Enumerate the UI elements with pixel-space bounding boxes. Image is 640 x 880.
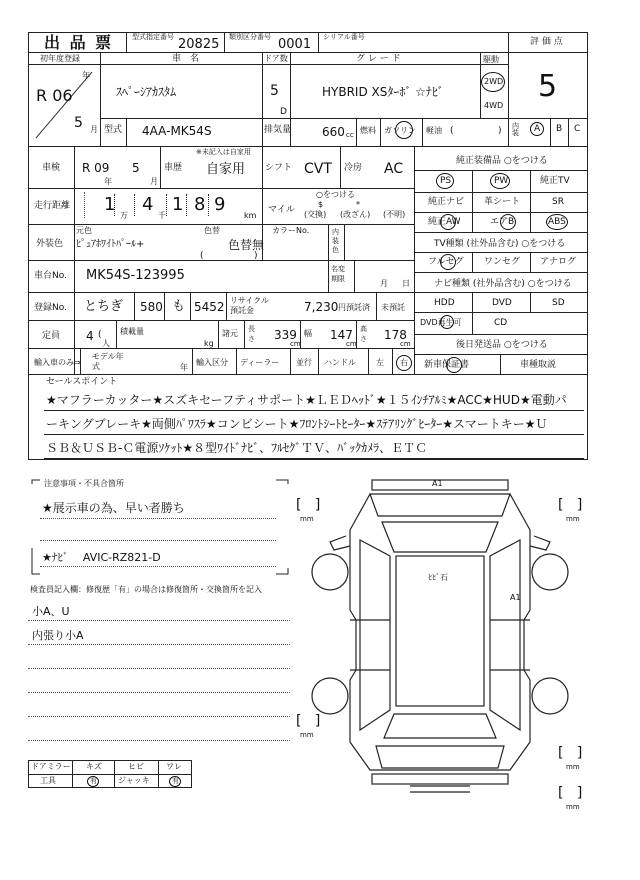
bracket-bottom: [ ]	[558, 785, 583, 801]
model-label: 型式	[104, 125, 123, 135]
notes-line-1: ★展示車の為、早い者勝ち	[42, 501, 185, 515]
recycle-unit: 円預託済	[338, 303, 370, 312]
legend-jack: ジャッキ	[118, 776, 150, 785]
unknown-label: (不明)	[383, 210, 406, 219]
equip-aw-circle	[440, 214, 456, 230]
inspection-year-unit: 年	[104, 177, 112, 186]
color-no-label: カラーNo.	[272, 226, 310, 235]
navi-dvd: DVD	[492, 298, 512, 308]
equip-airbag-circle	[500, 214, 516, 230]
mileage-digit-5: 9	[214, 194, 226, 215]
equip-abs-circle	[546, 214, 568, 230]
chassis-value: MK54S-123995	[86, 268, 185, 283]
legend-jack-circle	[169, 776, 181, 787]
displacement-label: 排気量	[264, 125, 292, 135]
tv-type-label: TV種類 (社外品含む) ○をつける	[434, 239, 566, 249]
interior-color-label: 内装色	[332, 228, 339, 254]
mm-br: mm	[566, 763, 580, 771]
plate-class: 580	[140, 300, 163, 314]
bracket-br: [ ]	[558, 745, 583, 761]
import-dealer: ディーラー	[240, 358, 280, 367]
height-cm: cm	[400, 340, 411, 348]
type-no: 20825	[178, 37, 220, 52]
equip-pw-circle	[490, 173, 510, 189]
navi-dvd-playable: DVD再生可	[420, 318, 462, 327]
capacity-label: 定員	[42, 331, 61, 341]
sen-unit: 千	[158, 211, 166, 220]
first-reg-label: 初年度登録	[40, 54, 80, 63]
navi-sd: SD	[552, 298, 565, 308]
score-value: 5	[538, 69, 558, 104]
car-damage-diagram	[290, 470, 590, 810]
navi-type-label: ナビ種類 (社外品含む) ○をつける	[434, 279, 572, 289]
dims-label: 諸元	[222, 329, 238, 338]
height-label: 高さ	[360, 325, 367, 343]
diagram-a1-side: A1	[510, 593, 521, 602]
width-cm: cm	[346, 340, 357, 348]
height-value: 178	[384, 328, 407, 342]
mm-tl: mm	[300, 515, 314, 523]
model-year-label: モデル年式	[92, 352, 124, 371]
later-warranty-circle	[446, 357, 462, 373]
plate-number: 5452	[194, 300, 225, 314]
handle-right: 右	[400, 358, 408, 367]
grade-value: HYBRID XSﾀｰﾎﾞ ☆ﾅﾋﾞ	[322, 85, 444, 99]
car-name: ｽﾍﾟｰｼｱｶｽﾀﾑ	[116, 85, 177, 99]
bracket-tr: [ ]	[558, 497, 583, 513]
notes-line-2: ★ﾅﾋﾞ AVIC-RZ821-D	[42, 551, 161, 564]
model-value: 4AA-MK54S	[142, 124, 212, 138]
drive-2wd: 2WD	[484, 77, 504, 86]
car-name-label: 車 名	[172, 54, 200, 64]
ac-label: 冷房	[344, 163, 363, 173]
import-parallel: 並行	[296, 358, 312, 367]
fuel-diesel: 軽油	[426, 126, 442, 135]
mileage-digit-1: 1	[104, 194, 116, 215]
recycle-label: リサイクル預託金	[230, 296, 269, 315]
mile-label: マイル	[268, 205, 295, 215]
length-value: 339	[274, 328, 297, 342]
page-title: 出 品 票	[44, 33, 114, 52]
class-no-label: 類別区分番号	[229, 33, 271, 41]
name-change-month: 月	[380, 279, 388, 288]
sales-line-2: ーキングブレーキ★両側ﾊﾟﾜｽﾗ★コンビシート★ﾌﾛﾝﾄｼｰﾄﾋｰﾀｰ★ｽﾃｱﾘﾝｸﾞﾋｰﾀｰ★スマートキー★Ｕ	[46, 417, 548, 431]
color-change-label: 色替	[204, 226, 220, 235]
chassis-label: 車台No.	[34, 271, 67, 281]
mm-tr: mm	[566, 515, 580, 523]
handle-right-circle	[396, 355, 412, 371]
equip-abs: ABS	[548, 217, 566, 227]
exchange-label: (交換)	[304, 210, 327, 219]
import-class-label: 輸入区分	[196, 358, 228, 367]
color-change-value: 色替無	[228, 238, 265, 252]
interior-b: B	[556, 124, 563, 134]
mileage-digit-2: 4	[142, 194, 154, 215]
equip-leather: 革シート	[484, 197, 521, 207]
equip-pw: PW	[494, 176, 509, 186]
sales-line-3: ＳＢ＆ＵＳＢ-Ｃ電源ｿｹｯﾄ★８型ﾜｲﾄﾞﾅﾋﾞ、ﾌﾙｾｸﾞＴＶ、ﾊﾞｯｸｶﾒﾗ、ＥＴＣ	[46, 441, 428, 455]
usage-value: 自家用	[206, 162, 246, 177]
bracket-bl: [ ]	[296, 713, 321, 729]
factory-equip-label: 純正装備品 ○をつける	[456, 156, 548, 166]
first-reg-year: R 06	[36, 86, 73, 105]
drive-4wd: 4WD	[484, 101, 504, 110]
tv-analog: アナログ	[540, 257, 577, 267]
plate-label: 登録No.	[34, 303, 67, 313]
doors-value: 5	[270, 83, 279, 99]
inspection-year: R 09	[82, 161, 110, 175]
load-label: 積載量	[120, 327, 144, 336]
length-cm: cm	[290, 340, 301, 348]
inspection-month: 5	[132, 161, 140, 175]
mm-bl: mm	[300, 731, 314, 739]
equip-ps-circle	[436, 173, 454, 189]
plate-pref: とちぎ	[84, 299, 124, 314]
handle-label: ハンドル	[324, 358, 356, 367]
usage-label: 車歴	[164, 163, 183, 173]
navi-dvd-circle	[440, 315, 454, 329]
navi-hdd: HDD	[434, 298, 455, 308]
fuel-gasoline: ガソリン	[384, 126, 416, 135]
class-no: 0001	[278, 37, 312, 52]
width-label: 幅	[304, 329, 312, 338]
mileage-label: 走行距離	[34, 201, 71, 211]
equip-ps: PS	[440, 176, 452, 186]
legend-tools-circle	[87, 776, 99, 787]
legend-crack: ヒビ	[128, 762, 144, 771]
shift-value: CVT	[304, 161, 332, 177]
mm-bottom: mm	[566, 803, 580, 811]
equip-factory-tv: 純正TV	[540, 176, 570, 186]
inspector-note-1: 小A、U	[32, 605, 70, 618]
tampered-label: (改ざん)	[340, 210, 371, 219]
km-unit: km	[244, 211, 257, 220]
drive-label: 駆動	[483, 55, 499, 64]
diagram-chip: ﾋﾋﾞ石	[428, 573, 448, 582]
score-label: 評 価 点	[530, 37, 563, 47]
plate-kana: も	[172, 299, 186, 314]
legend-tools-yes: 有	[90, 777, 97, 785]
color-label: 外装色	[36, 239, 64, 249]
legend-jack-yes: 有	[172, 777, 179, 785]
first-reg-month: 5	[74, 115, 83, 131]
mileage-digit-3: 1	[172, 194, 184, 215]
kg-unit: kg	[204, 339, 214, 348]
color-value: ﾋﾟｭｱﾎﾜｲﾄﾊﾟｰﾙ+	[76, 239, 145, 250]
inspector-note-2: 内張り小A	[32, 629, 84, 642]
length-label: 長さ	[248, 325, 255, 343]
legend-door-mirror: ドアミラー	[31, 762, 71, 771]
width-value: 147	[330, 328, 353, 342]
year-unit: 年	[82, 71, 90, 80]
fuel-gasoline-circle	[395, 121, 413, 139]
ac-value: AC	[384, 161, 404, 177]
man-unit: 万	[120, 211, 128, 220]
interior-a: A	[534, 124, 541, 134]
tv-oneseg: ワンセグ	[484, 257, 521, 267]
legend-tools: 工具	[40, 776, 56, 785]
tampered-sym: *	[356, 200, 360, 209]
equip-factory-navi: 純正ナビ	[428, 197, 465, 207]
navi-cd: CD	[494, 318, 508, 328]
bracket-tl: [ ]	[296, 497, 321, 513]
handle-left: 左	[376, 358, 384, 367]
sales-point-label: セールスポイント	[46, 377, 118, 387]
capacity-value: 4	[86, 329, 94, 343]
inspection-month-unit: 月	[150, 177, 158, 186]
recycle-unpaid: 未預託	[381, 303, 405, 312]
grade-label: グ レ ー ド	[356, 54, 401, 64]
model-year-unit: 年	[180, 363, 188, 372]
serial-label: シリアル番号	[323, 33, 365, 41]
doors-type: D	[280, 107, 287, 117]
recycle-value: 7,230	[304, 300, 339, 314]
inspector-label: 検査員記入欄：修復歴「有」の場合は修復箇所・交換箇所を記入	[30, 585, 262, 594]
interior-label: 内装	[512, 122, 519, 137]
cc-unit: cc	[346, 131, 354, 139]
diagram-a1-front: A1	[432, 479, 443, 488]
tv-fullseg-circle	[440, 254, 456, 270]
legend-break: ワレ	[166, 762, 182, 771]
later-ship-label: 後日発送品 ○をつける	[456, 340, 548, 350]
type-no-label: 型式指定番号	[132, 33, 174, 41]
exchange-sym: $	[318, 200, 324, 209]
mileage-digit-4: 8	[194, 194, 206, 215]
sales-line-1: ★マフラーカッター★スズキセーフティサポート★ＬＥＤﾍｯﾄﾞ★１５ｲﾝﾁｱﾙﾐ★ACC★HUD★電動パ	[46, 393, 567, 407]
tv-fullseg: フルセグ	[428, 257, 464, 267]
later-manual: 車種取説	[520, 360, 557, 370]
legend-scratch: キズ	[86, 762, 102, 771]
orig-color-label: 元色	[76, 226, 92, 235]
equip-alloy-wheel: 純正AW	[428, 217, 461, 227]
notes-label: 注意事項・不具合箇所	[44, 479, 124, 488]
capacity-unit: 人	[102, 339, 110, 348]
interior-c: C	[574, 124, 581, 134]
name-change-label: 名変期限	[331, 265, 345, 283]
month-unit: 月	[90, 125, 98, 134]
import-label: 輸入車のみ⇒	[34, 358, 81, 367]
shift-label: シフト	[265, 163, 293, 173]
fuel-label: 燃料	[360, 126, 376, 135]
name-change-day: 日	[402, 279, 410, 288]
usage-note: ※未記入は自家用	[196, 148, 251, 156]
equip-airbag: エアB	[490, 217, 515, 227]
mileage-mark-note: ○をつける	[316, 190, 355, 199]
doors-label: ドア数	[264, 54, 288, 63]
displacement-value: 660	[322, 125, 345, 139]
equip-sunroof: SR	[552, 197, 564, 207]
later-warranty: 新車保証書	[424, 360, 470, 370]
inspection-label: 車検	[42, 163, 61, 173]
